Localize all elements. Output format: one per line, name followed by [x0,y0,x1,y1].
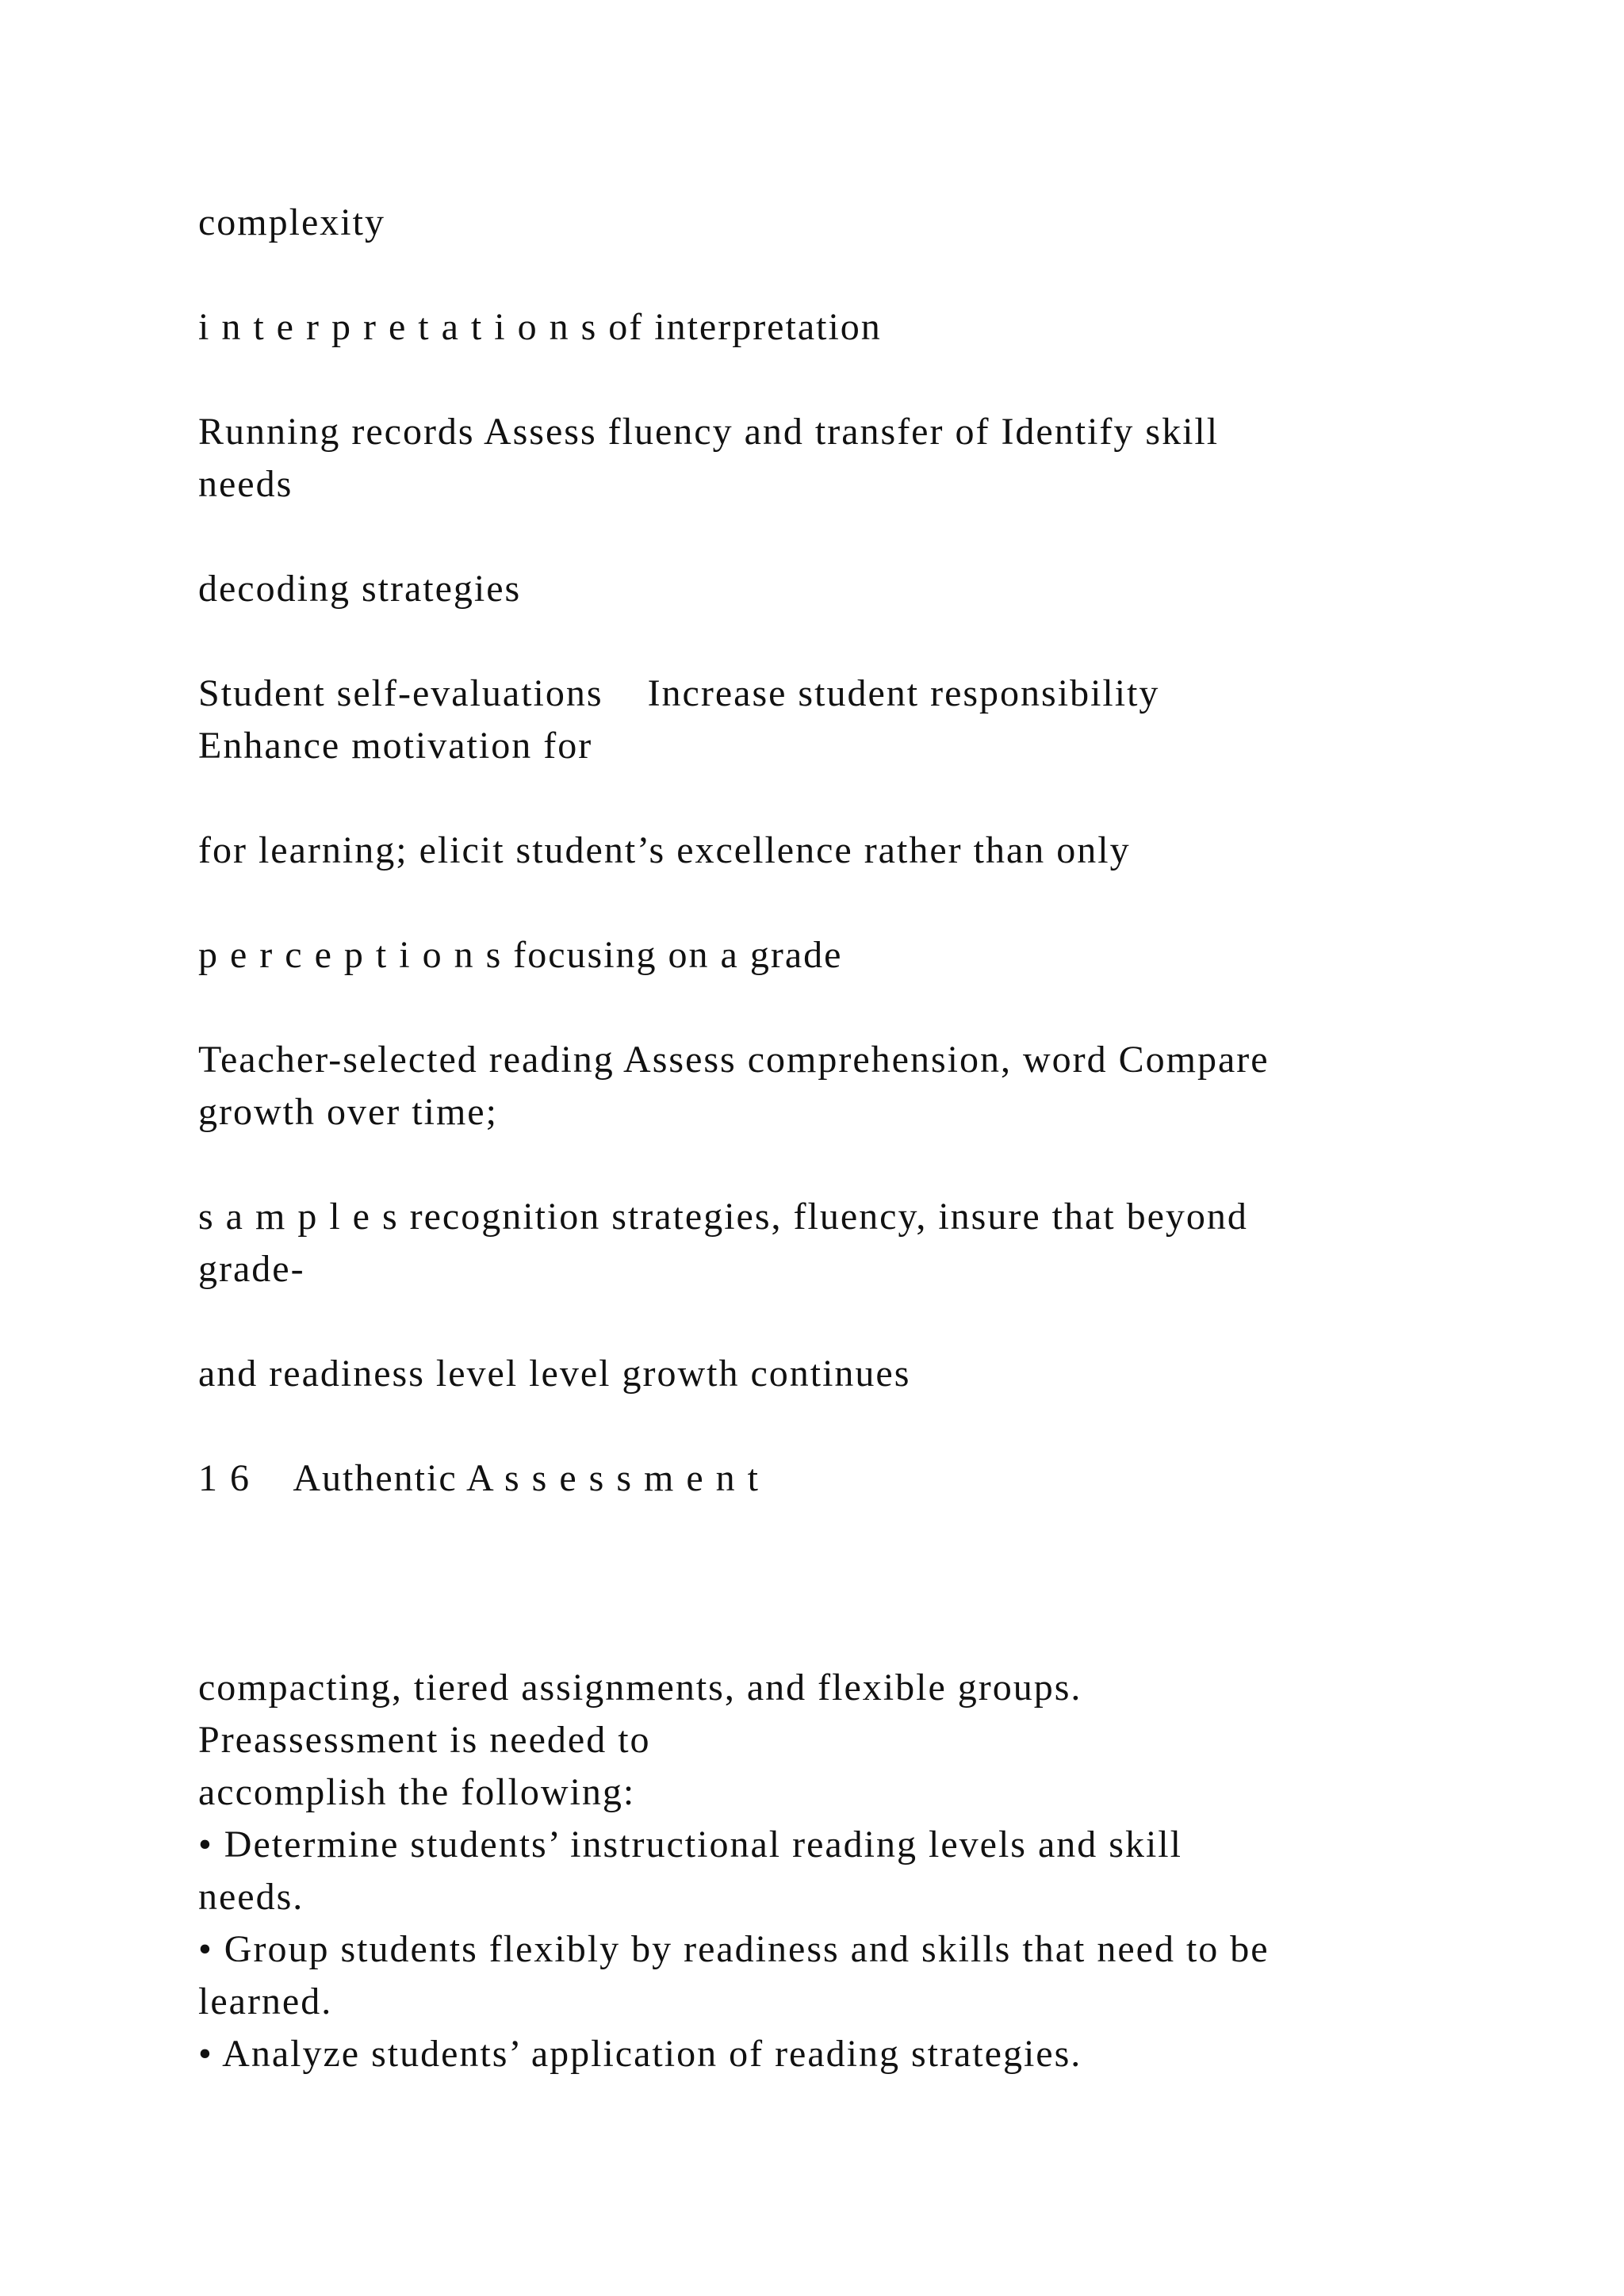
text-line-for-learning: for learning; elicit student’s excellence rather than only [198,829,1131,871]
page-footer: 1 6 Authentic A s s e s s m e n t [198,1457,760,1499]
text-line-decoding-strategies: decoding strategies [198,568,522,610]
text-line-readiness-level: and readiness level level growth continues [198,1353,911,1395]
body-paragraph: compacting, tiered assignments, and flexible groups. Preassessment is needed to accomplish the following: • Determine students’ instructional reading levels and skill needs. • Group students flexibly by readiness and skills that need to be learned. • Analyze students’ application of reading strategies. [198,1667,1270,2075]
text-line-running-records: Running records Assess fluency and transfer of Identify skill needs [198,411,1220,505]
text-line-teacher-selected-reading: Teacher-selected reading Assess comprehension, word Compare growth over time; [198,1039,1270,1133]
text-line-interpretations: i n t e r p r e t a t i o n s of interpretation [198,306,882,348]
text-line-student-self-evaluations: Student self-evaluations Increase student responsibility Enhance motivation for [198,672,1160,767]
text-line-complexity: complexity [198,201,385,243]
text-line-perceptions: p e r c e p t i o n s focusing on a grade [198,934,843,976]
text-line-samples: s a m p l e s recognition strategies, fluency, insure that beyond grade- [198,1196,1248,1290]
